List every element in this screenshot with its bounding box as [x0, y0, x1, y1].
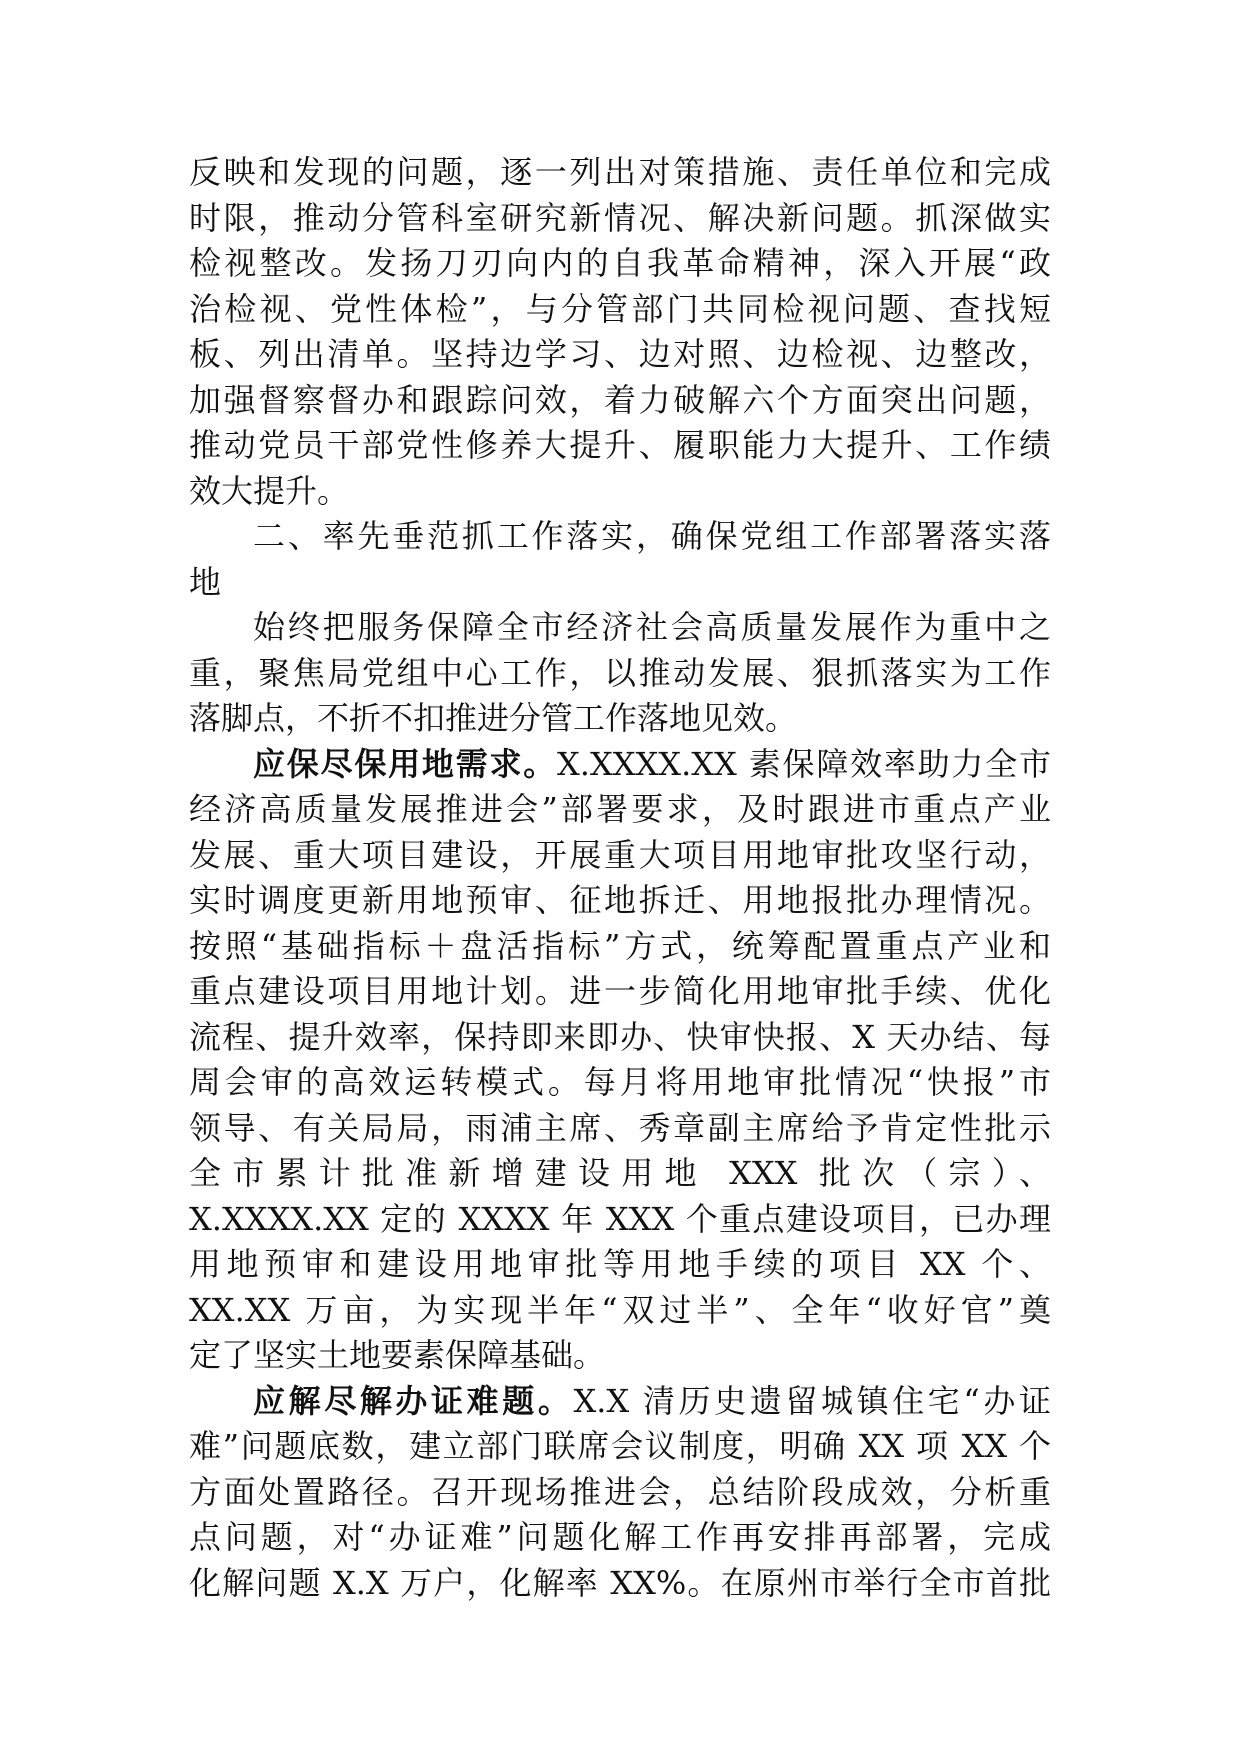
- text-line: 周会审的高效运转模式。每月将用地审批情况“快报”市: [189, 1063, 1051, 1101]
- text-line: 治检视、党性体检”，与分管部门共同检视问题、查找短: [189, 289, 1051, 328]
- heading-line: 二、率先垂范抓工作落实，确保党组工作部署落实落: [253, 517, 1051, 555]
- text-line: [189, 1379, 1051, 1425]
- text-line: 按照“基础指标＋盘活指标”方式，统筹配置重点产业和: [189, 926, 1051, 965]
- section-heading: [189, 514, 1051, 605]
- text-line: 加强督察督办和跟踪问效，着力破解六个方面突出问题，: [189, 380, 1051, 419]
- text-line: 用地预审和建设用地审批等用地手续的项目 XX 个、: [189, 1245, 1051, 1283]
- text-line: 效大提升。: [189, 471, 350, 510]
- text-line: 板、列出清单。坚持边学习、边对照、边检视、边整改，: [189, 335, 1051, 373]
- paragraph-1: [189, 150, 1051, 514]
- text-line: 始终把服务保障全市经济社会高质量发展作为重中之: [253, 608, 1051, 646]
- text-line: 流程、提升效率，保持即来即办、快审快报、X 天办结、每: [189, 1017, 1051, 1056]
- text-line: 重点建设项目用地计划。进一步简化用地审批手续、优化: [189, 972, 1051, 1010]
- text-line: 点问题，对“办证难”问题化解工作再安排再部署，完成: [189, 1518, 1051, 1556]
- text-line: 方面处置路径。召开现场推进会，总结阶段成效，分析重: [189, 1472, 1051, 1511]
- text-line: 实时调度更新用地预审、征地拆迁、用地报批办理情况。: [189, 881, 1051, 919]
- text-line: 化解问题 X.X 万户，化解率 XX%。在原州市举行全市首批: [189, 1563, 1051, 1602]
- text-line: XX.XX 万亩，为实现半年“双过半”、全年“收好官”奠: [189, 1290, 1051, 1329]
- paragraph-text: X.XXXX.XX 素保障效率助力全市: [557, 744, 1051, 783]
- text-line: [189, 742, 1051, 788]
- paragraph-3: [189, 742, 1051, 1379]
- text-line: 难”问题底数，建立部门联席会议制度，明确 XX 项 XX 个: [189, 1427, 1051, 1465]
- text-line: 经济高质量发展推进会”部署要求，及时跟进市重点产业: [189, 790, 1051, 828]
- text-line: 领导、有关局局，雨浦主席、秀章副主席给予肯定性批示: [189, 1108, 1051, 1147]
- text-line: X.XXXX.XX 定的 XXXX 年 XXX 个重点建设项目，已办理: [189, 1199, 1051, 1238]
- paragraph-text: X.X 清历史遗留城镇住宅“办证: [573, 1381, 1051, 1420]
- paragraph-4: [189, 1379, 1051, 1607]
- text-line: 定了坚实土地要素保障基础。: [189, 1336, 606, 1374]
- text-line: 落脚点，不折不扣推进分管工作落地见效。: [189, 699, 798, 737]
- text-line: 检视整改。发扬刀刃向内的自我革命精神，深入开展“政: [189, 244, 1051, 282]
- text-line: 全市累计批准新增建设用地 XXX 批次（宗）、: [189, 1154, 1051, 1192]
- text-line: 反映和发现的问题，逐一列出对策措施、责任单位和完成: [189, 153, 1051, 191]
- text-line: 发展、重大项目建设，开展重大项目用地审批攻坚行动，: [189, 835, 1051, 874]
- heading-line: 地: [189, 562, 222, 601]
- paragraph-2: [189, 605, 1051, 742]
- text-line: 时限，推动分管科室研究新情况、解决新问题。抓深做实: [189, 198, 1051, 237]
- text-line: 推动党员干部党性修养大提升、履职能力大提升、工作绩: [189, 426, 1051, 464]
- paragraph-lead: 应保尽保用地需求。: [253, 744, 557, 783]
- paragraph-lead: 应解尽解办证难题。: [253, 1381, 574, 1420]
- document-page: [189, 150, 1051, 1606]
- text-line: 重，聚焦局党组中心工作，以推动发展、狠抓落实为工作: [189, 653, 1051, 692]
